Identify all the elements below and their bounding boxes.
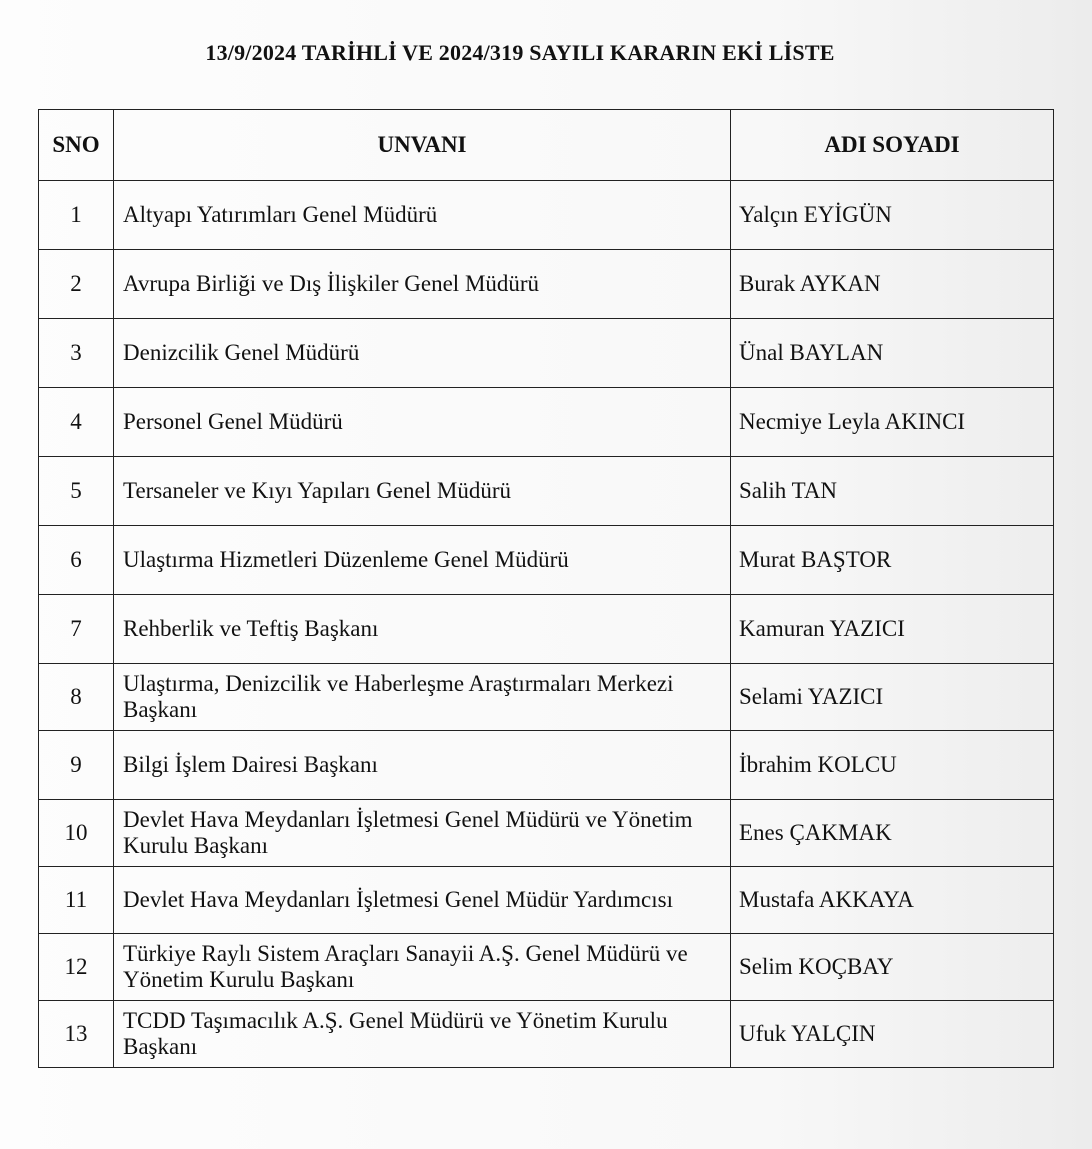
table-header-row [39,110,1054,181]
cell-adi-soyadi: Enes ÇAKMAK [731,800,1054,867]
table-row [39,526,1054,595]
cell-sno: 8 [39,664,114,731]
cell-unvani: Altyapı Yatırımları Genel Müdürü [114,181,731,250]
cell-unvani: Tersaneler ve Kıyı Yapıları Genel Müdürü [114,457,731,526]
cell-sno: 13 [39,1001,114,1068]
cell-adi-soyadi: Necmiye Leyla AKINCI [731,388,1054,457]
cell-sno: 1 [39,181,114,250]
cell-adi-soyadi: İbrahim KOLCU [731,731,1054,800]
table-row [39,867,1054,934]
cell-sno: 4 [39,388,114,457]
cell-unvani: Türkiye Raylı Sistem Araçları Sanayii A.Ş. Genel Müdürü ve Yönetim Kurulu Başkanı [114,934,731,1001]
table-row [39,595,1054,664]
cell-sno: 2 [39,250,114,319]
cell-unvani: TCDD Taşımacılık A.Ş. Genel Müdürü ve Yönetim Kurulu Başkanı [114,1001,731,1068]
cell-adi-soyadi: Ufuk YALÇIN [731,1001,1054,1068]
header-adi-soyadi: ADI SOYADI [731,110,1054,181]
document-title: 13/9/2024 TARİHLİ VE 2024/319 SAYILI KARARIN EKİ LİSTE [205,40,835,65]
cell-adi-soyadi: Selim KOÇBAY [731,934,1054,1001]
table-row [39,319,1054,388]
cell-sno: 11 [39,867,114,934]
table-row [39,1001,1054,1068]
cell-unvani: Devlet Hava Meydanları İşletmesi Genel Müdür Yardımcısı [114,867,731,934]
table-row [39,800,1054,867]
table-row [39,731,1054,800]
cell-sno: 7 [39,595,114,664]
table-row [39,457,1054,526]
cell-unvani: Personel Genel Müdürü [114,388,731,457]
cell-adi-soyadi: Murat BAŞTOR [731,526,1054,595]
table-row [39,181,1054,250]
cell-unvani: Ulaştırma, Denizcilik ve Haberleşme Araştırmaları Merkezi Başkanı [114,664,731,731]
table-row [39,934,1054,1001]
cell-sno: 3 [39,319,114,388]
table-row [39,250,1054,319]
cell-unvani: Bilgi İşlem Dairesi Başkanı [114,731,731,800]
cell-sno: 9 [39,731,114,800]
cell-unvani: Denizcilik Genel Müdürü [114,319,731,388]
cell-sno: 6 [39,526,114,595]
cell-unvani: Ulaştırma Hizmetleri Düzenleme Genel Müdürü [114,526,731,595]
cell-sno: 10 [39,800,114,867]
cell-adi-soyadi: Yalçın EYİGÜN [731,181,1054,250]
cell-unvani: Devlet Hava Meydanları İşletmesi Genel Müdürü ve Yönetim Kurulu Başkanı [114,800,731,867]
cell-adi-soyadi: Kamuran YAZICI [731,595,1054,664]
cell-adi-soyadi: Burak AYKAN [731,250,1054,319]
cell-adi-soyadi: Ünal BAYLAN [731,319,1054,388]
cell-unvani: Rehberlik ve Teftiş Başkanı [114,595,731,664]
cell-adi-soyadi: Mustafa AKKAYA [731,867,1054,934]
header-sno: SNO [39,110,114,181]
header-unvani: UNVANI [114,110,731,181]
table-row [39,664,1054,731]
table-row [39,388,1054,457]
cell-adi-soyadi: Salih TAN [731,457,1054,526]
cell-sno: 5 [39,457,114,526]
cell-adi-soyadi: Selami YAZICI [731,664,1054,731]
appointment-table [38,109,1054,1068]
cell-unvani: Avrupa Birliği ve Dış İlişkiler Genel Müdürü [114,250,731,319]
cell-sno: 12 [39,934,114,1001]
